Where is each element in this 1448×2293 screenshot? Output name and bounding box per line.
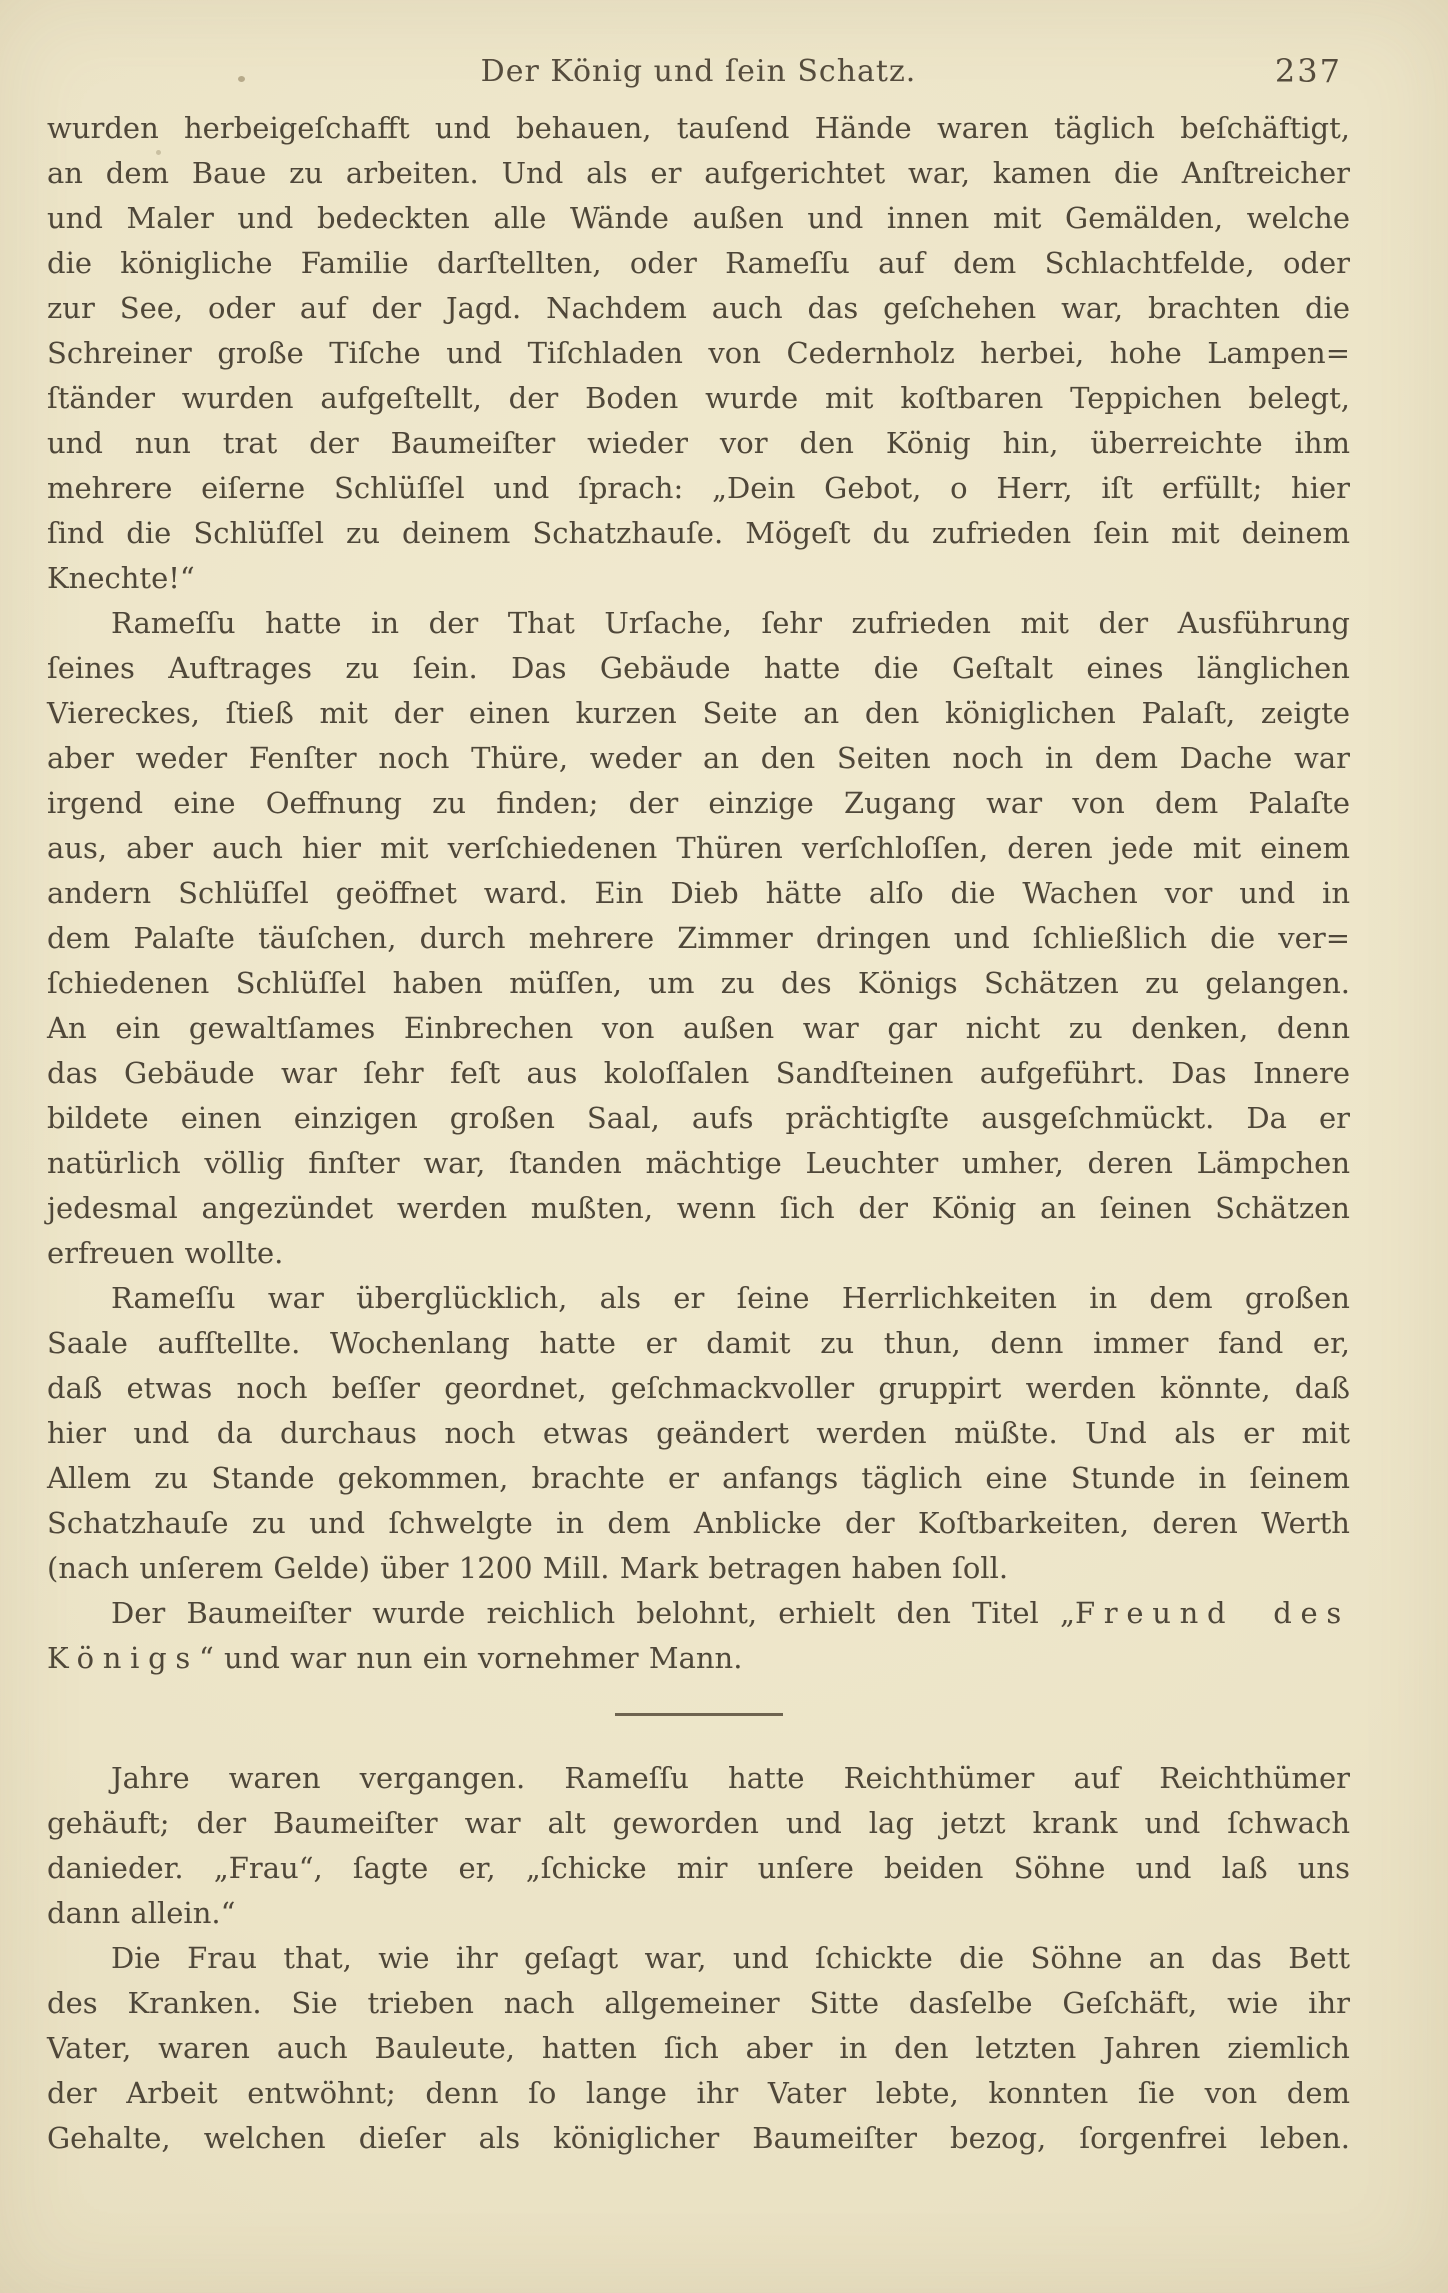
text-line: irgend eine Oeffnung zu finden; der einzige Zugang war von dem Palaſte <box>47 786 1350 820</box>
text-line: natürlich völlig finſter war, ſtanden mächtige Leuchter umher, deren Lämpchen <box>47 1146 1350 1180</box>
text-line: bildete einen einzigen großen Saal, aufs prächtigſte ausgeſchmückt. Da er <box>47 1101 1350 1135</box>
text-line: aus, aber auch hier mit verſchiedenen Thüren verſchloſſen, deren jede mit einem <box>47 831 1350 865</box>
text-line: hier und da durchaus noch etwas geändert werden müßte. Und als er mit <box>47 1416 1350 1450</box>
text-line: dem Palaſte täuſchen, durch mehrere Zimmer dringen und ſchließlich die ver= <box>47 921 1350 955</box>
section-divider <box>615 1713 783 1716</box>
text-line: und nun trat der Baumeiſter wieder vor den König hin, überreichte ihm <box>47 426 1350 460</box>
text-line: Gehalte, welchen dieſer als königlicher Baumeiſter bezog, ſorgenfrei leben. <box>47 2121 1350 2155</box>
text-line: danieder. „Frau“, ſagte er, „ſchicke mir unſere beiden Söhne und laß uns <box>47 1851 1350 1885</box>
text-block <box>47 106 1350 2161</box>
text-line: zur See, oder auf der Jagd. Nachdem auch das geſchehen war, brachten die <box>47 291 1350 325</box>
text-line: Allem zu Stande gekommen, brachte er anfangs täglich eine Stunde in ſeinem <box>47 1461 1350 1495</box>
text-line: Schreiner große Tiſche und Tiſchladen von Cedernholz herbei, hohe Lampen= <box>47 336 1350 370</box>
text-line: an dem Baue zu arbeiten. Und als er aufgerichtet war, kamen die Anſtreicher <box>47 156 1350 190</box>
letterspaced-text: Freund des <box>1074 1596 1350 1630</box>
text-line: Viereckes, ſtieß mit der einen kurzen Seite an den königlichen Palaſt, zeigte <box>47 696 1350 730</box>
running-head <box>47 54 1350 100</box>
letterspaced-text: Königs <box>47 1641 199 1675</box>
text-line: und Maler und bedeckten alle Wände außen und innen mit Gemälden, welche <box>47 201 1350 235</box>
text-line: ſeines Auftrages zu ſein. Das Gebäude hatte die Geſtalt eines länglichen <box>47 651 1350 685</box>
text-line: andern Schlüſſel geöffnet ward. Ein Dieb hätte alſo die Wachen vor und in <box>47 876 1350 910</box>
text-segment: Der Baumeiſter wurde reichlich belohnt, erhielt den Titel „ <box>111 1596 1075 1630</box>
text-line: ſind die Schlüſſel zu deinem Schatzhauſe. Mögeſt du zufrieden ſein mit deinem <box>47 516 1350 550</box>
page-header-title: Der König und ſein Schatz. <box>480 54 917 89</box>
text-line: Schatzhauſe zu und ſchwelgte in dem Anblicke der Koſtbarkeiten, deren Werth <box>47 1506 1350 1540</box>
text-line: ſtänder wurden aufgeſtellt, der Boden wurde mit koſtbaren Teppichen belegt, <box>47 381 1350 415</box>
text-line: Rameſſu hatte in der That Urſache, ſehr zufrieden mit der Ausführung <box>111 606 1350 640</box>
text-line: An ein gewaltſames Einbrechen von außen war gar nicht zu denken, denn <box>47 1011 1350 1045</box>
text-line: gehäuft; der Baumeiſter war alt geworden und lag jetzt krank und ſchwach <box>47 1806 1350 1840</box>
text-line: daß etwas noch beſſer geordnet, geſchmackvoller gruppirt werden könnte, daß <box>47 1371 1350 1405</box>
text-line: Die Frau that, wie ihr geſagt war, und ſchickte die Söhne an das Bett <box>111 1941 1350 1975</box>
text-line: Saale aufſtellte. Wochenlang hatte er damit zu thun, denn immer fand er, <box>47 1326 1350 1360</box>
text-line: ſchiedenen Schlüſſel haben müſſen, um zu des Königs Schätzen zu gelangen. <box>47 966 1350 1000</box>
text-line: Knechte!“ <box>47 561 195 595</box>
text-line: mehrere eiſerne Schlüſſel und ſprach: „Dein Gebot, o Herr, iſt erfüllt; hier <box>47 471 1350 505</box>
text-line <box>47 1591 1350 1636</box>
page-number: 237 <box>1274 52 1342 90</box>
text-line: die königliche Familie darſtellten, oder Rameſſu auf dem Schlachtfelde, oder <box>47 246 1350 280</box>
text-line: der Arbeit entwöhnt; denn ſo lange ihr Vater lebte, konnten ſie von dem <box>47 2076 1350 2110</box>
text-line: wurden herbeigeſchafft und behauen, tauſend Hände waren täglich beſchäftigt, <box>47 111 1350 145</box>
text-segment: “ und war nun ein vornehmer Mann. <box>198 1641 743 1675</box>
text-line: Jahre waren vergangen. Rameſſu hatte Reichthümer auf Reichthümer <box>111 1761 1350 1795</box>
text-line: Rameſſu war überglücklich, als er ſeine Herrlichkeiten in dem großen <box>111 1281 1350 1315</box>
text-line: das Gebäude war ſehr feſt aus koloſſalen Sandſteinen aufgeführt. Das Innere <box>47 1056 1350 1090</box>
text-line: Vater, waren auch Bauleute, hatten ſich aber in den letzten Jahren ziemlich <box>47 2031 1350 2065</box>
text-line: dann allein.“ <box>47 1896 236 1930</box>
text-line <box>47 1636 1350 1681</box>
text-line: erfreuen wollte. <box>47 1236 284 1270</box>
text-line: aber weder Fenſter noch Thüre, weder an den Seiten noch in dem Dache war <box>47 741 1350 775</box>
text-line: jedesmal angezündet werden mußten, wenn ſich der König an ſeinen Schätzen <box>47 1191 1350 1225</box>
text-line: (nach unſerem Gelde) über 1200 Mill. Mark betragen haben ſoll. <box>47 1551 1009 1585</box>
text-line: des Kranken. Sie trieben nach allgemeiner Sitte dasſelbe Geſchäft, wie ihr <box>47 1986 1350 2020</box>
